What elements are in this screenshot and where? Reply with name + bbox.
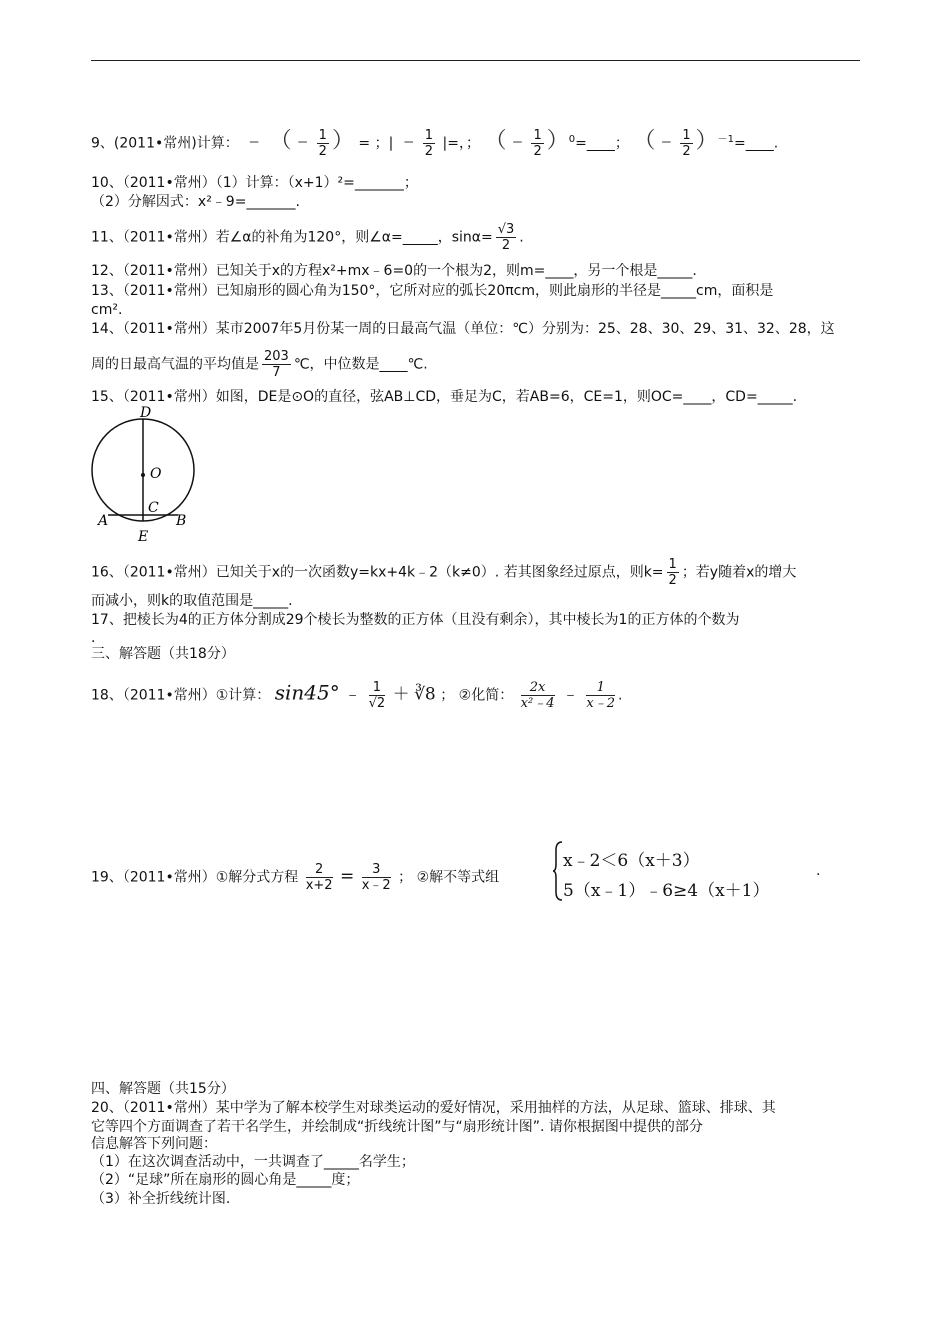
question-17-line1: 17、把棱长为4的正方体分割成29个棱长为整数的正方体（且没有剩余），其中棱长为1的正方体的个数为	[91, 612, 740, 628]
question-19-end: .	[816, 863, 821, 879]
inequality-1: x﹣2＜6（x＋3）	[563, 851, 700, 871]
question-19: 19、（2011•常州）①解分式方程 $\frac{2}{x+2}$ = $\frac{3}{x﹣2}$ ； ②解不等式组	[91, 862, 500, 893]
question-13-line2: cm².	[91, 302, 123, 318]
question-11: 11、（2011•常州）若∠α的补角为120°，则∠α=_____，sinα= $\frac{√3}{2}$ .	[91, 222, 524, 253]
question-13-line1: 13、（2011•常州）已知扇形的圆心角为150°，它所对应的弧长20πcm，则此扇形的半径是_____cm，面积是	[91, 283, 774, 299]
question-10-line2: （2）分解因式：x²﹣9=_______.	[91, 194, 300, 210]
section-4-title: 四、解答题（共15分）	[91, 1081, 235, 1097]
label-a: A	[98, 513, 109, 529]
question-20-line1: 20、（2011•常州）某中学为了解本校学生对球类运动的爱好情况，采用抽样的方法，从足球、篮球、排球、其	[91, 1100, 776, 1116]
section-3-title: 三、解答题（共18分）	[91, 646, 235, 662]
circle-diagram	[88, 404, 208, 546]
label-c: C	[148, 500, 159, 516]
question-20-line3: 信息解答下列问题：	[91, 1136, 217, 1152]
label-e: E	[138, 529, 149, 545]
question-14-line1: 14、（2011•常州）某市2007年5月份某一周的日最高气温（单位：℃）分别为：25、28、30、29、31、32、28，这	[91, 321, 835, 337]
question-17-line2: .	[91, 630, 96, 646]
question-20-sub1: （1）在这次调查活动中，一共调查了_____名学生；	[91, 1154, 415, 1170]
label-d: D	[140, 405, 152, 421]
question-18: 18、（2011•常州）①计算： sin45° ﹣ $\frac{1}{√2}$ ＋ ∛8 ； ②化简： $\frac{2x}{\text{x²﹣4}}$ ﹣ $\frac{1}{x﹣2}$ .	[91, 680, 623, 711]
question-12: 12、（2011•常州）已知关于x的方程x²+mx﹣6=0的一个根为2，则m=____，另一个根是_____.	[91, 263, 697, 279]
question-20-sub2: （2）“足球”所在扇形的圆心角是_____度；	[91, 1172, 360, 1188]
header-rule	[91, 60, 860, 61]
center-dot	[141, 473, 145, 477]
inequality-2: 5（x﹣1）﹣6≥4（x＋1）	[563, 881, 770, 901]
question-16-line2: 而减小，则k的取值范围是_____.	[91, 593, 293, 609]
question-20-sub3: （3）补全折线统计图.	[91, 1191, 231, 1207]
question-16-line1: 16、（2011•常州）已知关于x的一次函数y=kx+4k﹣2（k≠0）. 若其图象经过原点，则k= $\frac{1}{2}$ ；若y随着x的增大	[91, 557, 797, 588]
question-10-line1: 10、（2011•常州）（1）计算：（x+1）²=_______；	[91, 175, 418, 191]
question-14-line2: 周的日最高气温的平均值是 $\frac{203}{7}$ ℃，中位数是____℃.	[91, 349, 428, 380]
question-15: 15、（2011•常州）如图，DE是⊙O的直径，弦AB⊥CD，垂足为C，若AB=6，CE=1，则OC=____，CD=_____.	[91, 389, 798, 405]
question-20-line2: 它等四个方面调查了若干名学生，并绘制成“折线统计图”与“扇形统计图”. 请你根据图中提供的部分	[91, 1119, 703, 1135]
label-b: B	[176, 513, 187, 529]
label-o: O	[150, 466, 162, 482]
question-9: 9、(2011•常州)计算： ﹣ （﹣ $\frac{1}{2}$ ） = ；| ﹣ $\frac{1}{2}$ |=，； （﹣ $\frac{1}{2}$ ）$^0$=____； （﹣ $\frac{1}{2}$ ）$^{-1}$=____.	[91, 128, 779, 159]
